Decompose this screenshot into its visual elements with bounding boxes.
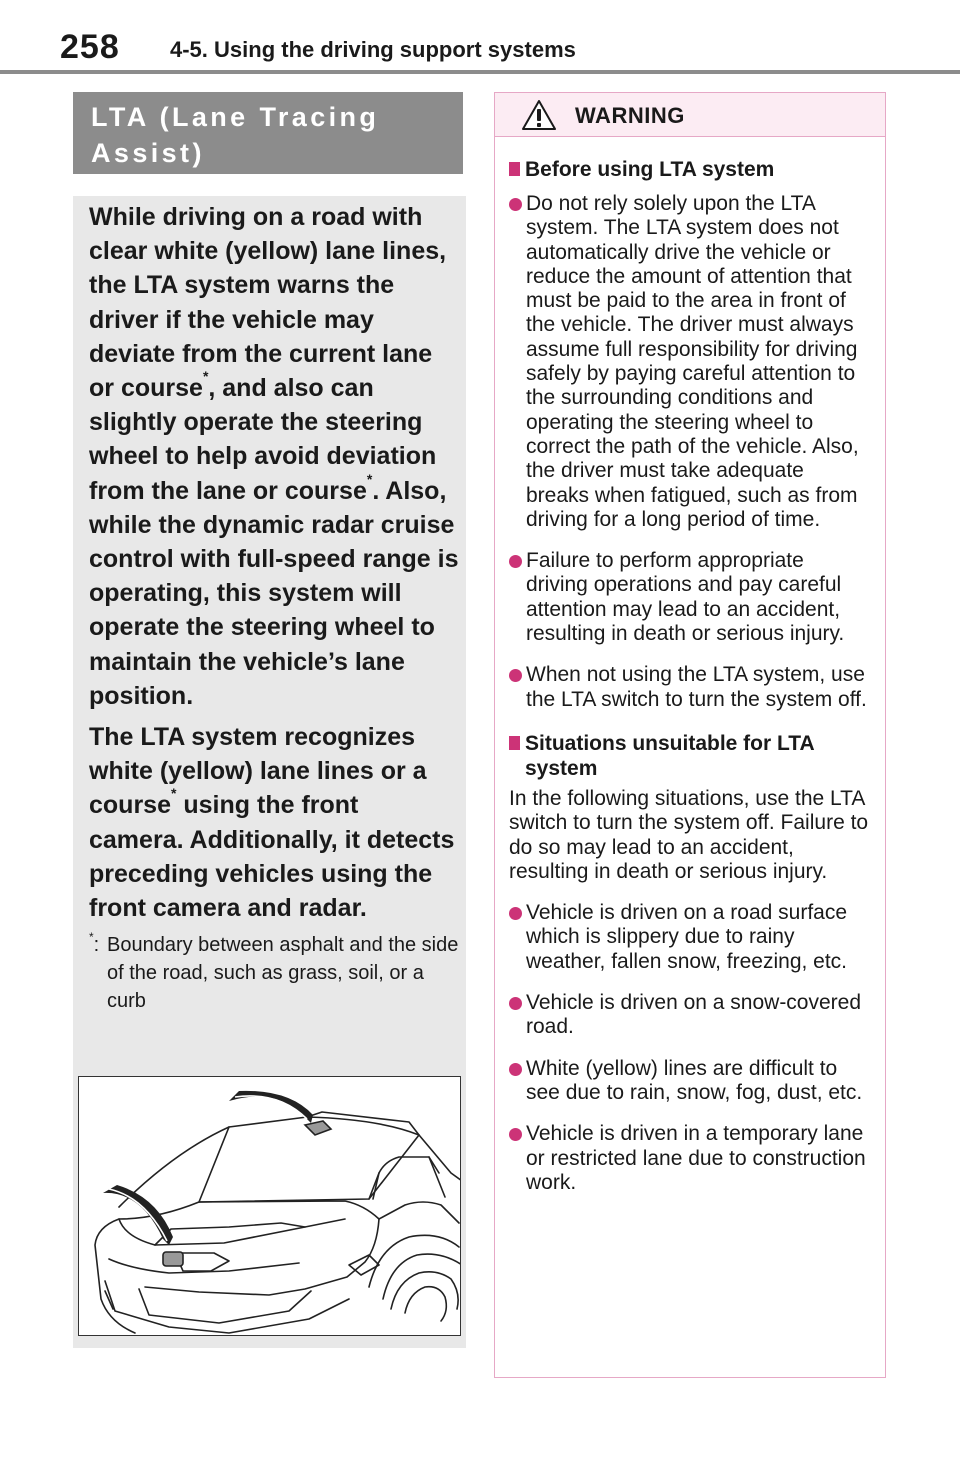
warning-heading-text: Situations unsuitable for LTA system	[525, 731, 814, 780]
asterisk-mark: *	[366, 470, 373, 487]
header-divider	[0, 70, 960, 74]
topic-title-box	[73, 92, 463, 174]
footnote-colon: :	[93, 934, 100, 957]
footnote-mark	[89, 931, 107, 1015]
warning-bullet-text: Vehicle is driven on a road surface which is slippery due to rainy weather, fallen snow, freezing, etc.	[526, 901, 848, 973]
intro-text-run: . Also, while the dynamic radar cruise control with full-speed range is operating, this system will operate the steering wheel to maintain the vehicle’s lane position.	[89, 476, 459, 710]
asterisk-mark: *	[170, 785, 177, 802]
front-camera-sensor	[305, 1121, 331, 1135]
footnote	[89, 931, 459, 1015]
warning-paragraph: In the following situations, use the LTA switch to turn the system off. Failure to do so may lead to an accident, resulting in death or serious injury.	[509, 786, 869, 883]
warning-bullet	[509, 549, 871, 646]
asterisk-mark: *	[202, 368, 209, 385]
asterisk-mark: *	[89, 930, 94, 945]
warning-heading-1	[509, 157, 871, 182]
intro-text-run: While driving on a road with clear white (yellow) lane lines, the LTA system warns the driver if the vehicle may deviate from the current lane or course	[89, 203, 447, 403]
page-header	[0, 0, 960, 74]
intro-text-run: The LTA system recognizes white (yellow) lane lines or a course	[89, 723, 427, 820]
warning-heading-2	[509, 731, 871, 781]
warning-bullet	[509, 1122, 871, 1195]
circle-bullet-icon	[509, 991, 526, 1040]
circle-bullet-icon	[509, 192, 526, 532]
pointer-arrow-radar	[103, 1185, 173, 1245]
front-radar-sensor	[163, 1252, 183, 1266]
intro-box	[73, 196, 466, 1348]
warning-bullet	[509, 192, 871, 532]
warning-box	[494, 92, 886, 1378]
warning-bullet-text: Do not rely solely upon the LTA system. The LTA system does not automatically drive the vehicle or reduce the amount of attention that must be paid to the area in front of the vehicle. The driver must always assume full responsibility for driving safely by paying careful attention to the surrounding conditions and operating the steering wheel to correct the path of the vehicle. Also, the driver must take adequate breaks when fatigued, such as from driving for a long period of time.	[526, 192, 859, 531]
warning-bullet	[509, 991, 871, 1040]
warning-bullet	[509, 901, 871, 974]
circle-bullet-icon	[509, 663, 526, 712]
intro-text-run: using the front camera. Additionally, it detects preceding vehicles using the front camera and radar.	[89, 791, 455, 923]
warning-bullet-text: Vehicle is driven in a temporary lane or restricted lane due to construction work.	[526, 1122, 866, 1194]
square-bullet-icon	[509, 731, 525, 745]
warning-bullet-text: When not using the LTA system, use the LTA switch to turn the system off.	[526, 663, 867, 711]
circle-bullet-icon	[509, 1122, 526, 1195]
intro-text-run: , and also can slightly operate the steering wheel to help avoid deviation from the lane or course	[89, 374, 437, 505]
intro-paragraph-1	[89, 200, 459, 713]
warning-triangle-icon	[521, 99, 557, 131]
warning-bullet	[509, 663, 871, 712]
vehicle-line-drawing	[79, 1077, 461, 1336]
footnote-text: Boundary between asphalt and the side of the road, such as grass, soil, or a curb	[107, 934, 459, 1013]
square-bullet-icon	[509, 157, 525, 171]
intro-paragraph-2	[89, 720, 459, 925]
topic-title: LTA (Lane Tracing Assist)	[91, 102, 380, 168]
warning-heading-text: Before using LTA system	[525, 158, 775, 181]
circle-bullet-icon	[509, 1057, 526, 1106]
warning-title: WARNING	[575, 103, 685, 128]
warning-bullet-text: Vehicle is driven on a snow-covered road.	[526, 991, 862, 1039]
page-number: 258	[60, 28, 120, 66]
warning-bullet-text: White (yellow) lines are difficult to see due to rain, snow, fog, dust, etc.	[526, 1056, 863, 1104]
warning-bullet-text: Failure to perform appropriate driving operations and pay careful attention may lead to an accident, resulting in death or serious injury.	[526, 549, 845, 646]
warning-body	[495, 137, 885, 1195]
warning-header	[495, 93, 885, 137]
warning-bullet	[509, 1057, 871, 1106]
circle-bullet-icon	[509, 549, 526, 646]
vehicle-illustration	[78, 1076, 461, 1336]
circle-bullet-icon	[509, 901, 526, 974]
intro-text	[89, 200, 459, 1015]
section-title: 4-5. Using the driving support systems	[170, 37, 576, 62]
